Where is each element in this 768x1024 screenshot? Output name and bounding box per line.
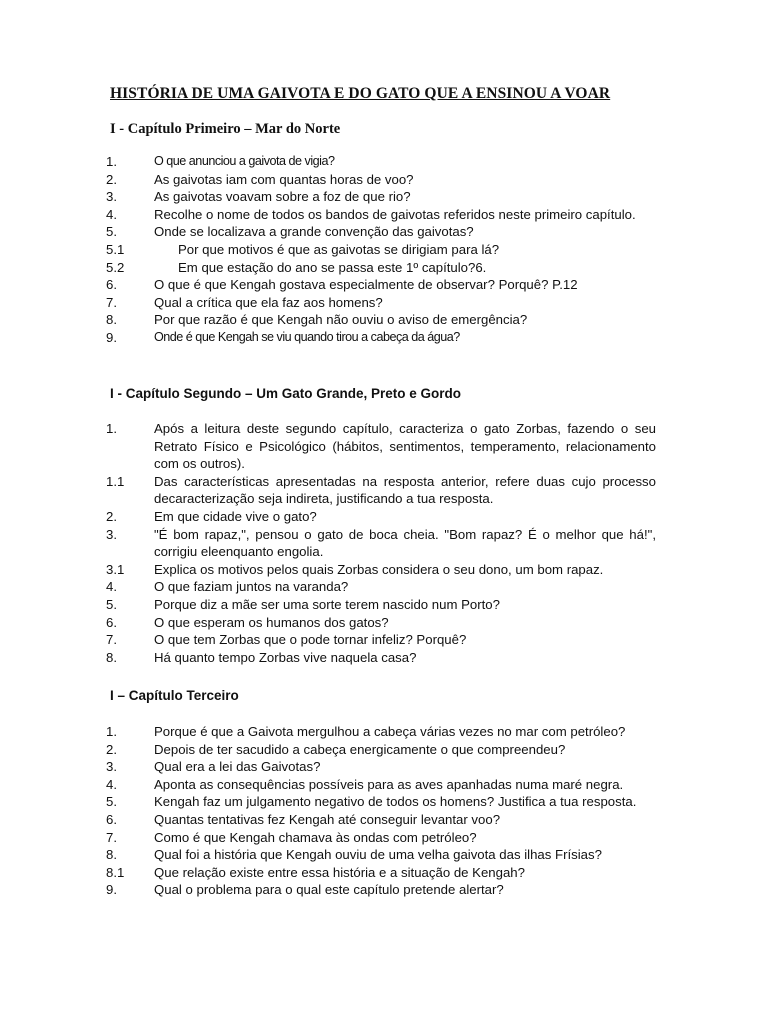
question-text: O que faziam juntos na varanda? <box>154 579 349 595</box>
question-text: Qual era a lei das Gaivotas? <box>154 759 321 775</box>
question-list-chapter-1 <box>0 153 768 347</box>
question-item <box>0 649 768 667</box>
section-heading-chapter-3: I – Capítulo Terceiro <box>110 688 239 703</box>
question-number: 8.1 <box>106 864 125 880</box>
question-text: Qual foi a história que Kengah ouviu de uma velha gaivota das ilhas Frísias? <box>154 847 602 863</box>
question-item <box>0 811 768 829</box>
question-text: Quantas tentativas fez Kengah até conseguir levantar voo? <box>154 811 501 827</box>
question-number: 5. <box>106 794 117 810</box>
question-text: Recolhe o nome de todos os bandos de gaivotas referidos neste primeiro capítulo. <box>154 206 636 222</box>
question-number: 1.1 <box>106 473 125 489</box>
question-item <box>0 596 768 614</box>
question-number: 6. <box>106 614 117 630</box>
question-text: O que é que Kengah gostava especialmente de observar? Porquê? P.12 <box>154 277 578 293</box>
question-number: 7. <box>106 829 117 845</box>
question-item <box>0 864 768 882</box>
question-text: Em que estação do ano se passa este 1º capítulo?6. <box>178 259 487 275</box>
question-item <box>0 741 768 759</box>
question-text: Explica os motivos pelos quais Zorbas considera o seu dono, um bom rapaz. <box>154 561 604 577</box>
section-heading-chapter-1: I - Capítulo Primeiro – Mar do Norte <box>110 121 341 137</box>
question-text: O que tem Zorbas que o pode tornar infeliz? Porquê? <box>154 632 467 648</box>
question-list-chapter-3 <box>0 723 768 899</box>
question-item <box>0 188 768 206</box>
question-item <box>0 526 768 561</box>
question-item <box>0 276 768 294</box>
question-text: Qual a crítica que ela faz aos homens? <box>154 294 383 310</box>
question-number: 2. <box>106 171 117 187</box>
question-text: As gaivotas iam com quantas horas de voo? <box>154 171 414 187</box>
question-number: 3. <box>106 759 117 775</box>
question-number: 7. <box>106 294 117 310</box>
question-text: Kengah faz um julgamento negativo de todos os homens? Justifica a tua resposta. <box>154 794 637 810</box>
question-number: 9. <box>106 329 117 345</box>
question-item <box>0 758 768 776</box>
question-item <box>0 206 768 224</box>
document-title: HISTÓRIA DE UMA GAIVOTA E DO GATO QUE A ENSINOU A VOAR <box>110 85 611 102</box>
question-item <box>0 329 768 347</box>
question-number: 4. <box>106 579 117 595</box>
question-number: 4. <box>106 776 117 792</box>
question-number: 3.1 <box>106 561 125 577</box>
question-text: Depois de ter sacudido a cabeça energicamente o que compreendeu? <box>154 741 566 757</box>
question-item <box>0 153 768 171</box>
question-item <box>0 723 768 741</box>
question-number: 1. <box>106 421 117 436</box>
question-item <box>0 241 768 259</box>
question-number: 9. <box>106 882 117 898</box>
question-item <box>0 473 768 508</box>
question-item <box>0 294 768 312</box>
question-item <box>0 508 768 526</box>
question-text: Como é que Kengah chamava às ondas com petróleo? <box>154 829 477 845</box>
question-item <box>0 223 768 241</box>
question-number: 3. <box>106 526 117 542</box>
question-item <box>0 578 768 596</box>
question-item <box>0 793 768 811</box>
question-text: "É bom rapaz,", pensou o gato de boca cheia. "Bom rapaz? É o melhor que há!", corrigiu eleenquanto engolia. <box>154 526 656 560</box>
question-text: Há quanto tempo Zorbas vive naquela casa? <box>154 649 417 665</box>
question-number: 5.2 <box>106 259 125 275</box>
question-number: 4. <box>106 206 117 222</box>
question-text: Aponta as consequências possíveis para as aves apanhadas numa maré negra. <box>154 776 624 792</box>
question-list-chapter-2 <box>0 420 768 666</box>
question-number: 6. <box>106 811 117 827</box>
question-number: 8. <box>106 649 117 665</box>
question-number: 8. <box>106 847 117 863</box>
question-text: Após a leitura deste segundo capítulo, caracteriza o gato Zorbas, fazendo o seu Retrato Físico e Psicológico (hábitos, sentimentos, temperamento, relacionamento com os outros). <box>154 421 656 472</box>
question-text: Onde se localizava a grande convenção das gaivotas? <box>154 224 474 240</box>
question-text: O que esperam os humanos dos gatos? <box>154 614 389 630</box>
question-number: 2. <box>106 741 117 757</box>
question-item <box>0 561 768 579</box>
section-heading-chapter-2: I - Capítulo Segundo – Um Gato Grande, Preto e Gordo <box>110 386 462 401</box>
question-item <box>0 420 768 473</box>
question-number: 5.1 <box>106 241 125 257</box>
question-text: Em que cidade vive o gato? <box>154 508 317 524</box>
question-number: 1. <box>106 154 117 169</box>
question-text: Por que razão é que Kengah não ouviu o aviso de emergência? <box>154 312 528 328</box>
question-number: 5. <box>106 596 117 612</box>
question-item <box>0 846 768 864</box>
question-number: 1. <box>106 724 117 739</box>
question-number: 5. <box>106 224 117 240</box>
question-number: 2. <box>106 508 117 524</box>
question-text: O que anunciou a gaivota de vigia? <box>154 154 335 168</box>
question-text: Das características apresentadas na resposta anterior, refere duas cujo processo decaracterização seja indireta, justificando a tua resposta. <box>154 473 656 507</box>
question-item <box>0 311 768 329</box>
question-text: As gaivotas voavam sobre a foz de que rio? <box>154 189 411 205</box>
question-item <box>0 614 768 632</box>
question-item <box>0 171 768 189</box>
question-item <box>0 631 768 649</box>
question-text: Que relação existe entre essa história e a situação de Kengah? <box>154 864 525 880</box>
question-text: Por que motivos é que as gaivotas se dirigiam para lá? <box>178 241 500 257</box>
question-number: 7. <box>106 632 117 648</box>
question-number: 3. <box>106 189 117 205</box>
question-item <box>0 776 768 794</box>
question-number: 6. <box>106 277 117 293</box>
question-text: Onde é que Kengah se viu quando tirou a cabeça da água? <box>154 329 460 344</box>
question-text: Qual o problema para o qual este capítulo pretende alertar? <box>154 882 504 898</box>
question-text: Porque diz a mãe ser uma sorte terem nascido num Porto? <box>154 596 500 612</box>
question-number: 8. <box>106 312 117 328</box>
question-item <box>0 829 768 847</box>
question-item <box>0 881 768 899</box>
question-item <box>0 259 768 277</box>
question-text: Porque é que a Gaivota mergulhou a cabeça várias vezes no mar com petróleo? <box>154 724 626 739</box>
